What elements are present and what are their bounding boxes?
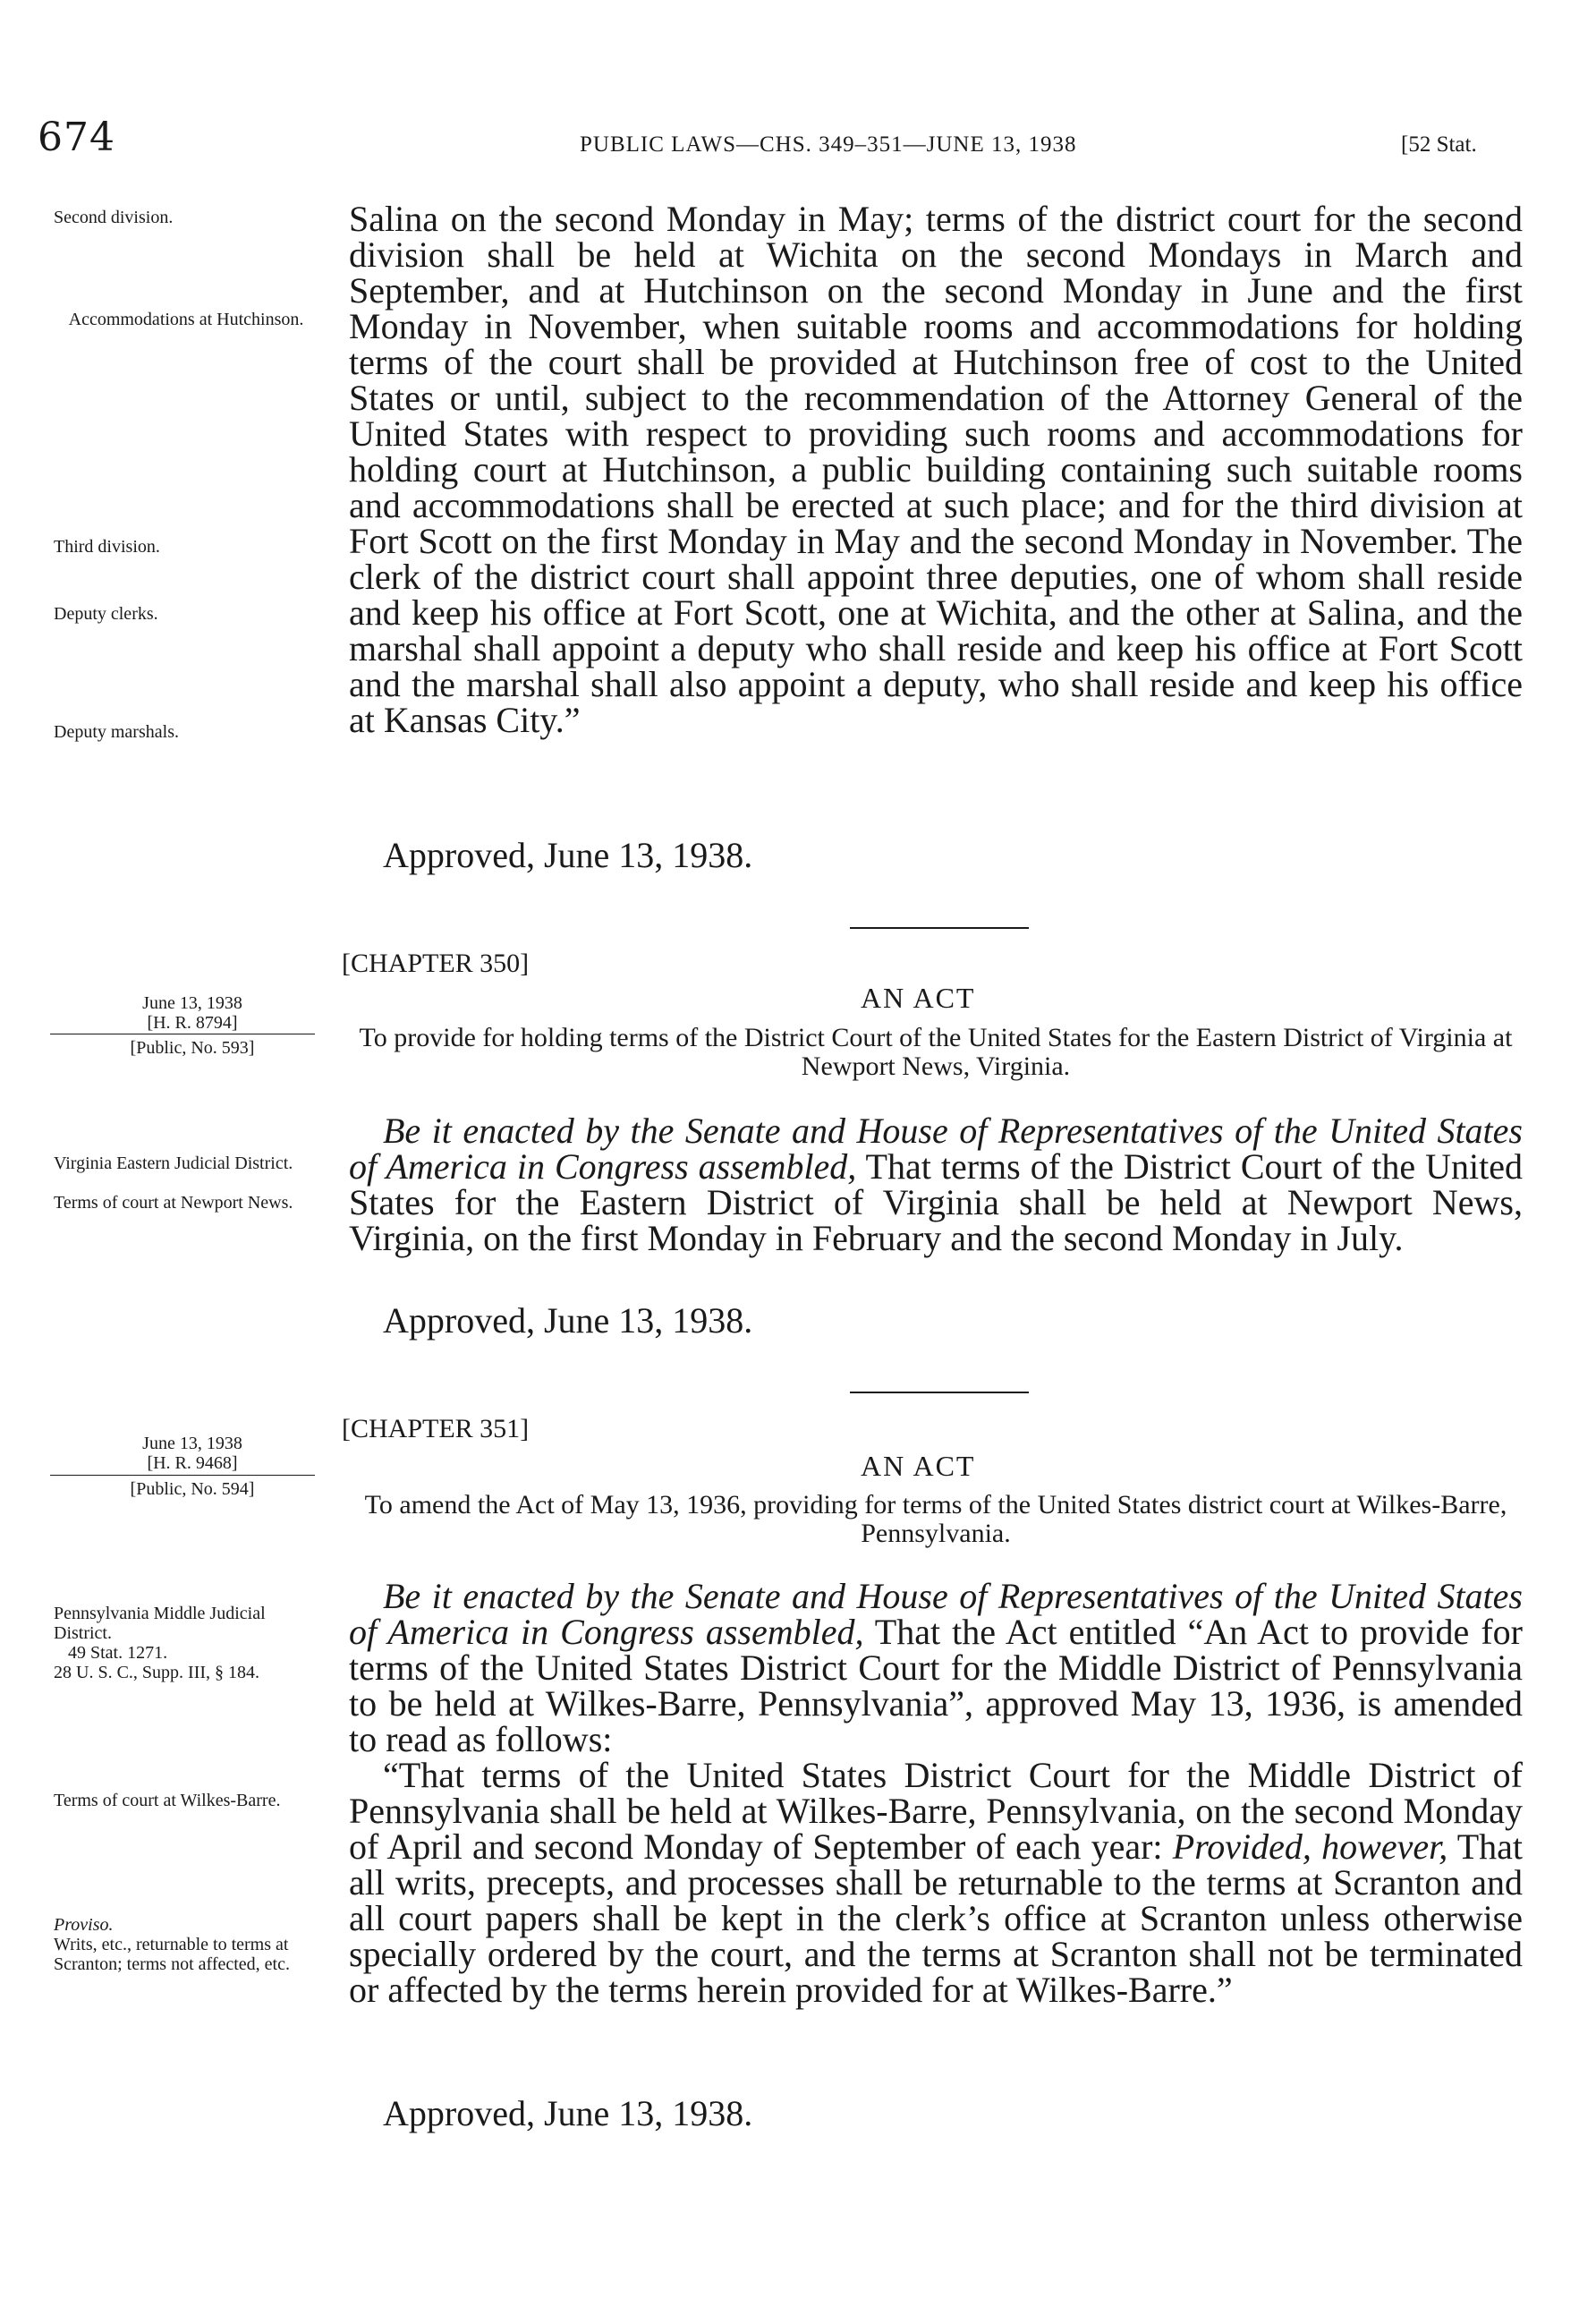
- chapter-351-public-law: [Public, No. 594]: [130, 1479, 255, 1499]
- chapter-350-text: That terms of the District Court of the United States for the Eastern District of Virginia shall be held at Newport News, Virginia, on the first Monday in February and the second Monday in July.: [349, 1146, 1523, 1258]
- margin-note-proviso: Proviso.: [54, 1915, 114, 1935]
- chapter-351-enacting-clause: Be it enacted by the Senate and House of Representatives of the United States of America in Congress assembled,: [349, 1576, 1523, 1652]
- chapter-350-body: [349, 1113, 1523, 1256]
- chapter-351-date: June 13, 1938: [142, 1434, 242, 1453]
- margin-note-virginia-district: Virginia Eastern Judicial District.: [54, 1153, 293, 1173]
- chapter-351-quote-start: “That terms of the United States District Court for the Middle District of Pennsylvania shall be held at Wilkes-Barre, Pennsylvania, on the second Monday of April and second Monday of September of each year:: [349, 1755, 1523, 1867]
- chapter-351-heading: [CHAPTER 351]: [342, 1414, 530, 1443]
- statute-reference: [52 Stat.: [1401, 132, 1477, 157]
- chapter-350-divider: [850, 927, 1029, 929]
- margin-note-pennsylvania-usc: 28 U. S. C., Supp. III, § 184.: [54, 1663, 260, 1682]
- chapter-351-quote-end: That all writs, precepts, and processes shall be returnable to the terms at Scranton and all court papers shall be kept in the clerk’s office at Scranton unless otherwise specially ordered by the court, and the terms at Scranton shall not be terminated or affected by the terms herein provided for at Wilkes-Barre.”: [349, 1826, 1524, 2010]
- margin-note-second-division: Second division.: [54, 208, 174, 227]
- chapter-351-purpose: To amend the Act of May 13, 1936, providing for terms of the United States district court at Wilkes-Barre, Pennsylvania.: [364, 1490, 1507, 1548]
- chapter-350-public-law: [Public, No. 593]: [130, 1038, 255, 1058]
- margin-note-pennsylvania-district: Pennsylvania Middle Judicial District.: [54, 1604, 266, 1643]
- margin-note-writs: Writs, etc., returnable to terms at Scranton; terms not affected, etc.: [54, 1935, 290, 1974]
- running-title: PUBLIC LAWS—CHS. 349–351—JUNE 13, 1938: [580, 132, 1077, 157]
- chapter-351-divider: [850, 1392, 1029, 1393]
- chapter-350-heading: [CHAPTER 350]: [342, 949, 530, 978]
- chapter-350-purpose: To provide for holding terms of the District Court of the United States for the Eastern District of Virginia at Newport News, Virginia.: [359, 1023, 1513, 1081]
- margin-note-accommodations: Accommodations at Hutchinson.: [68, 310, 304, 329]
- chapter-351-note-rule: [50, 1475, 315, 1476]
- chapter-351-proviso: Provided, however,: [1172, 1826, 1448, 1867]
- chapter-351-bill: [H. R. 9468]: [147, 1453, 238, 1473]
- margin-note-wilkes-terms: Terms of court at Wilkes-Barre.: [54, 1791, 281, 1810]
- margin-note-virginia-terms: Terms of court at Newport News.: [54, 1193, 293, 1213]
- chapter-351-text: That the Act entitled “An Act to provide for terms of the United States District Court for the Middle District of Pennsylvania to be held at Wilkes-Barre, Pennsylvania”, approved May 13, 1936, is amended to read as follows:: [349, 1612, 1523, 1759]
- chapter-350-date: June 13, 1938: [142, 993, 242, 1013]
- chapter-350-bill: [H. R. 8794]: [147, 1013, 238, 1033]
- margin-note-deputy-marshals: Deputy marshals.: [54, 722, 179, 742]
- section-1-text: Salina on the second Monday in May; terms of the district court for the second division shall be held at Wichita on the second Mondays in March and September, and at Hutchinson on the second Monday in June and the first Monday in November, when suitable rooms and accommodations for holding terms of the court shall be provided at Hutchinson free of cost to the United States or until, subject to the recommendation of the Attorney General of the United States with respect to providing such rooms and accommodations for holding court at Hutchinson, a public building containing such suitable rooms and accommodations shall be erected at such place; and for the third division at Fort Scott on the first Monday in May and the second Monday in November. The clerk of the district court shall appoint three deputies, one of whom shall reside and keep his office at Fort Scott, one at Wichita, and the other at Salina, and the marshal shall appoint a deputy who shall reside and keep his office at Fort Scott and the marshal shall also appoint a deputy, who shall reside and keep his office at Kansas City.”: [349, 199, 1523, 740]
- chapter-351-act-title: AN ACT: [861, 1450, 976, 1482]
- margin-note-pennsylvania-stat: 49 Stat. 1271.: [68, 1643, 168, 1663]
- chapter-350-approved: Approved, June 13, 1938.: [383, 1300, 753, 1341]
- section-1-approved: Approved, June 13, 1938.: [383, 835, 753, 875]
- chapter-351-body: [349, 1576, 1524, 2010]
- chapter-351-approved: Approved, June 13, 1938.: [383, 2093, 753, 2133]
- section-1-body: [349, 201, 1523, 738]
- chapter-350-act-title: AN ACT: [861, 982, 976, 1014]
- margin-note-third-division: Third division.: [54, 537, 160, 557]
- margin-note-deputy-clerks: Deputy clerks.: [54, 604, 158, 624]
- chapter-350-enacting-clause: Be it enacted by the Senate and House of Representatives of the United States of America in Congress assembled,: [349, 1111, 1523, 1187]
- page-number: 674: [38, 115, 115, 160]
